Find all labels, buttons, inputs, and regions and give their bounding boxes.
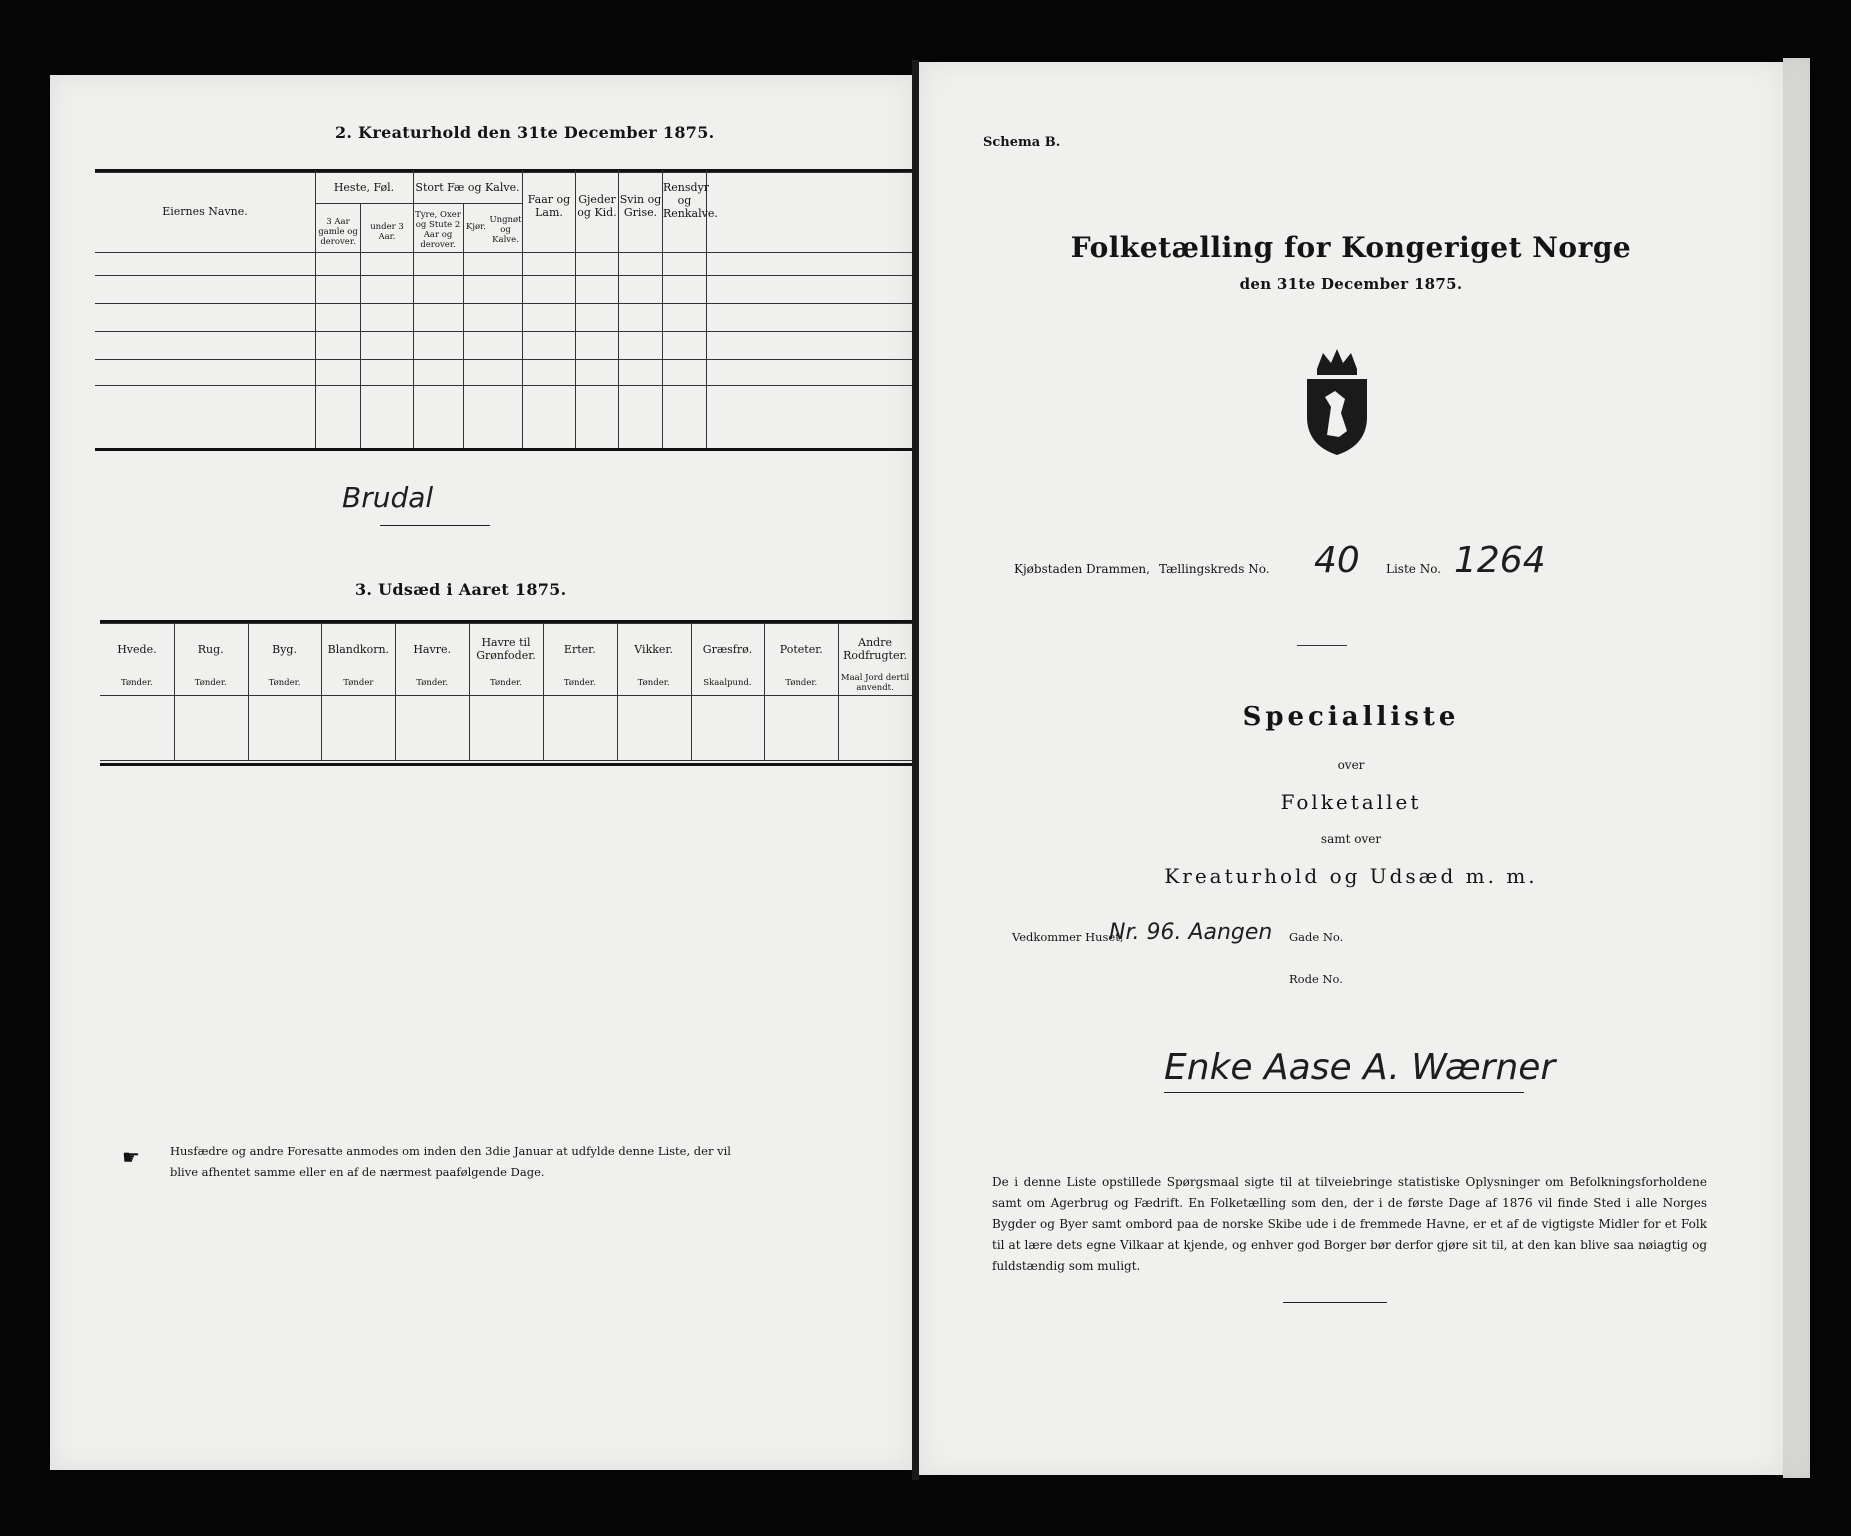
- sowing-column-unit: Tønder.: [637, 678, 670, 688]
- sowing-column-name: Vikker.: [634, 643, 673, 656]
- right-page: [919, 62, 1783, 1475]
- sowing-column-unit: Tønder.: [194, 678, 227, 688]
- sowing-column-divider: [764, 623, 765, 760]
- sowing-column-name: Hvede.: [117, 643, 157, 656]
- sowing-column-divider: [617, 623, 618, 760]
- census-title: Folketælling for Kongeriget Norge: [1070, 231, 1632, 264]
- sowing-column-name: Poteter.: [779, 643, 823, 656]
- goats-header: Gjeder og Kid.: [577, 193, 617, 219]
- over-label: over: [1337, 758, 1365, 772]
- sowing-column-unit: Maal Jord dertil anvendt.: [840, 673, 910, 693]
- liste-value: 1264: [1454, 540, 1546, 581]
- owner-signature: Enke Aase A. Wærner: [1164, 1047, 1556, 1088]
- book-spine: [912, 60, 919, 1480]
- owner-header: Eiernes Navne.: [162, 205, 248, 218]
- page-edge: [1783, 58, 1810, 1478]
- sowing-column-unit: Tønder.: [416, 678, 449, 688]
- sowing-column-name: Græsfrø.: [702, 643, 753, 656]
- specialliste-title: Specialliste: [1242, 702, 1460, 732]
- krets-value: 40: [1314, 540, 1360, 581]
- gade-label: Gade No.: [1289, 930, 1344, 944]
- young-cattle-header: Ungnøt og Kalve.: [489, 215, 522, 245]
- sowing-column-divider: [469, 623, 470, 760]
- info-paragraph: De i denne Liste opstillede Spørgsmaal sigte til at tilveiebringe statistiske Oplysninger om Befolkningsforholdene samt om Agerbrug og Fædrift. En Folketælling som den, der i de første Dage af 1876 vil finde Sted i alle Norges Bygder og Byer samt ombord paa de norske Skibe ude i de fremmede Havne, er et af de vigtigste Midler for et Folk til at lære dets egne Vilkaar at kjende, og enhver god Borger bør derfor gjøre sit til, at den kan blive saa nøiagtig og fuldstændig som muligt.: [992, 1175, 1707, 1273]
- left-page: [50, 75, 912, 1470]
- sowing-column-divider: [838, 623, 839, 760]
- sowing-column-unit: Tønder: [343, 678, 374, 688]
- house-value: Nr. 96. Aangen: [1109, 920, 1273, 945]
- horses-group-header: Heste, Føl.: [333, 181, 395, 194]
- handwritten-annotation: Brudal: [342, 481, 434, 514]
- pigs-header: Svin og Grise.: [619, 193, 662, 219]
- sowing-column-divider: [691, 623, 692, 760]
- district-prefix: Kjøbstaden Drammen,: [1014, 562, 1150, 576]
- sowing-title: 3. Udsæd i Aaret 1875.: [355, 580, 567, 599]
- sowing-column-unit: Tønder.: [785, 678, 818, 688]
- sowing-column-name: Blandkorn.: [327, 643, 390, 656]
- sowing-column-name: Havre.: [413, 643, 451, 656]
- samt-over-label: samt over: [1320, 832, 1382, 846]
- kreaturhold-label: Kreaturhold og Udsæd m. m.: [1164, 864, 1538, 888]
- liste-label: Liste No.: [1386, 562, 1442, 576]
- bulls-header: Tyre, Oxer og Stute 2 Aar og derover.: [415, 210, 461, 250]
- notice-text: Husfædre og andre Foresatte anmodes om inden den 3die Januar at udfylde denne Liste, der vil blive afhentet samme eller en af de nærmest paafølgende Dage.: [170, 1144, 731, 1179]
- sowing-column-divider: [174, 623, 175, 760]
- cattle-group-header: Stort Fæ og Kalve.: [415, 181, 520, 194]
- horses-old-header: 3 Aar gamle og derover.: [318, 217, 358, 247]
- sowing-column-unit: Tønder.: [268, 678, 301, 688]
- sowing-column-unit: Tønder.: [120, 678, 153, 688]
- norway-coat-of-arms-icon: [1301, 347, 1373, 457]
- cows-header: Kjør.: [466, 222, 486, 232]
- reindeer-header: Rensdyr og Renkalve.: [663, 181, 718, 220]
- schema-label: Schema B.: [983, 135, 1061, 150]
- folketallet-label: Folketallet: [1280, 790, 1422, 814]
- sowing-column-name: Havre til Grønfoder.: [476, 636, 536, 662]
- krets-label: Tællingskreds No.: [1159, 562, 1270, 576]
- sowing-column-name: Rug.: [197, 643, 224, 656]
- horses-young-header: under 3 Aar.: [370, 222, 404, 242]
- sowing-column-name: Byg.: [272, 643, 297, 656]
- livestock-title: 2. Kreaturhold den 31te December 1875.: [335, 123, 715, 142]
- sowing-column-unit: Skaalpund.: [703, 678, 752, 688]
- pointing-hand-icon: ☛: [122, 1145, 140, 1169]
- sowing-column-unit: Tønder.: [490, 678, 522, 688]
- sheep-header: Faar og Lam.: [527, 193, 571, 219]
- sowing-column-name: Andre Rodfrugter.: [843, 636, 908, 662]
- house-label: Vedkommer Huset,: [1012, 930, 1124, 944]
- sowing-column-unit: Tønder.: [563, 678, 596, 688]
- rode-label: Rode No.: [1289, 972, 1343, 986]
- census-date: den 31te December 1875.: [1239, 275, 1463, 293]
- sowing-column-divider: [321, 623, 322, 760]
- sowing-column-divider: [543, 623, 544, 760]
- sowing-column-divider: [248, 623, 249, 760]
- sowing-column-divider: [395, 623, 396, 760]
- sowing-column-name: Erter.: [563, 643, 596, 656]
